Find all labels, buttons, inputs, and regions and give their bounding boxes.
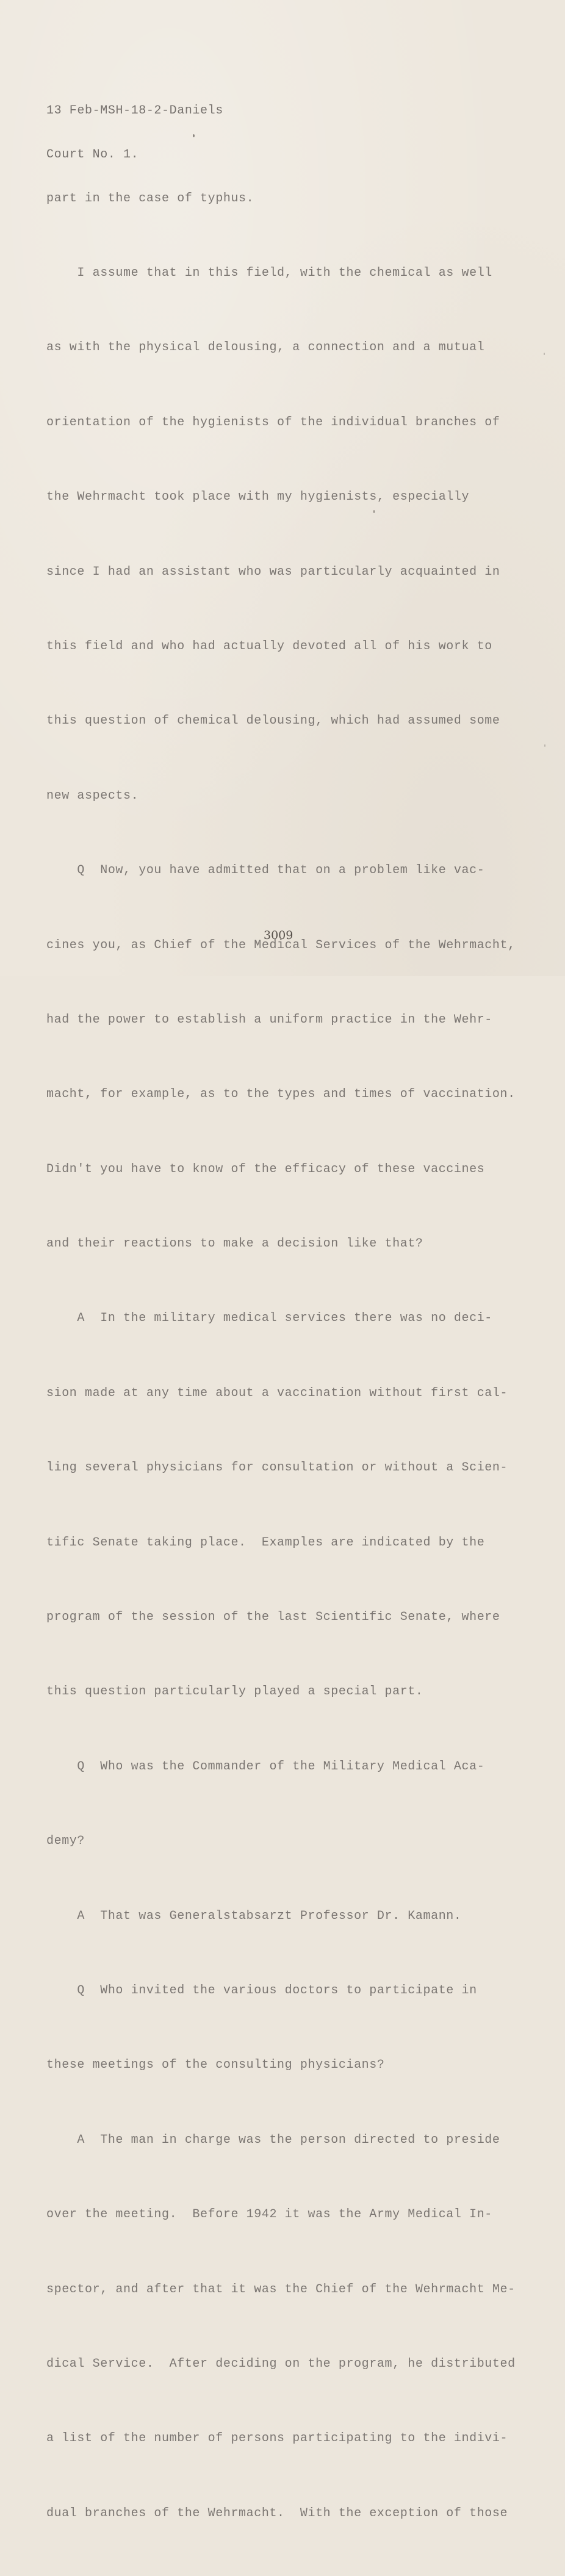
text-line: over the meeting. Before 1942 it was the Army Medical In- xyxy=(46,2207,492,2222)
paper-speck xyxy=(373,510,375,513)
text-line: dual branches of the Wehrmacht. With the exception of those xyxy=(46,2506,508,2520)
text-line: as with the physical delousing, a connection and a mutual xyxy=(46,340,485,355)
text-line: Q Who invited the various doctors to participate in xyxy=(46,1983,477,1998)
page-number: 3009 xyxy=(264,929,293,942)
text-line: I assume that in this field, with the chemical as well xyxy=(46,265,492,280)
text-line: A In the military medical services there was no deci- xyxy=(46,1311,492,1326)
text-line: this question particularly played a special part. xyxy=(46,1685,423,1699)
paper-speck xyxy=(193,134,195,137)
text-line: the Wehrmacht took place with my hygienists, especially xyxy=(46,490,470,505)
text-line: cines you, as Chief of the Medical Services of the Wehrmacht, xyxy=(46,938,516,952)
text-line: dical Service. After deciding on the program, he distributed xyxy=(46,2356,516,2371)
text-line: Q Who was the Commander of the Military Medical Aca- xyxy=(46,1759,485,1774)
text-line: A That was Generalstabsarzt Professor Dr. Kamann. xyxy=(46,1909,462,1923)
text-line: demy? xyxy=(46,1834,85,1849)
text-line: since I had an assistant who was particularly acquainted in xyxy=(46,564,500,579)
text-line: had the power to establish a uniform practice in the Wehr- xyxy=(46,1012,492,1027)
text-line: program of the session of the last Scientific Senate, where xyxy=(46,1610,500,1625)
header-line-2: Court No. 1. xyxy=(46,148,139,162)
text-line: macht, for example, as to the types and times of vaccination. xyxy=(46,1087,516,1102)
text-line: sion made at any time about a vaccination without first cal- xyxy=(46,1386,508,1400)
text-line: Didn't you have to know of the efficacy of these vaccines xyxy=(46,1162,485,1176)
text-line: this question of chemical delousing, which had assumed some xyxy=(46,714,500,729)
header-line-1: 13 Feb-MSH-18-2-Daniels xyxy=(46,104,223,118)
paper-speck xyxy=(544,744,545,747)
text-line: a list of the number of persons participating to the indivi- xyxy=(46,2431,508,2446)
text-line: tific Senate taking place. Examples are indicated by the xyxy=(46,1535,485,1550)
text-line: this field and who had actually devoted all of his work to xyxy=(46,639,492,653)
text-line: A The man in charge was the person directed to preside xyxy=(46,2132,500,2147)
text-line: and their reactions to make a decision like that? xyxy=(46,1237,423,1251)
text-line: orientation of the hygienists of the individual branches of xyxy=(46,415,500,430)
text-line: new aspects. xyxy=(46,788,139,803)
text-line: Q Now, you have admitted that on a problem like vac- xyxy=(46,863,485,878)
text-line: part in the case of typhus. xyxy=(46,191,254,206)
paper-speck xyxy=(544,353,545,355)
transcript-body xyxy=(46,137,516,2576)
text-line: spector, and after that it was the Chief of the Wehrmacht Me- xyxy=(46,2282,516,2297)
text-line: ling several physicians for consultation or without a Scien- xyxy=(46,1461,508,1475)
text-line: these meetings of the consulting physicians? xyxy=(46,2058,385,2073)
